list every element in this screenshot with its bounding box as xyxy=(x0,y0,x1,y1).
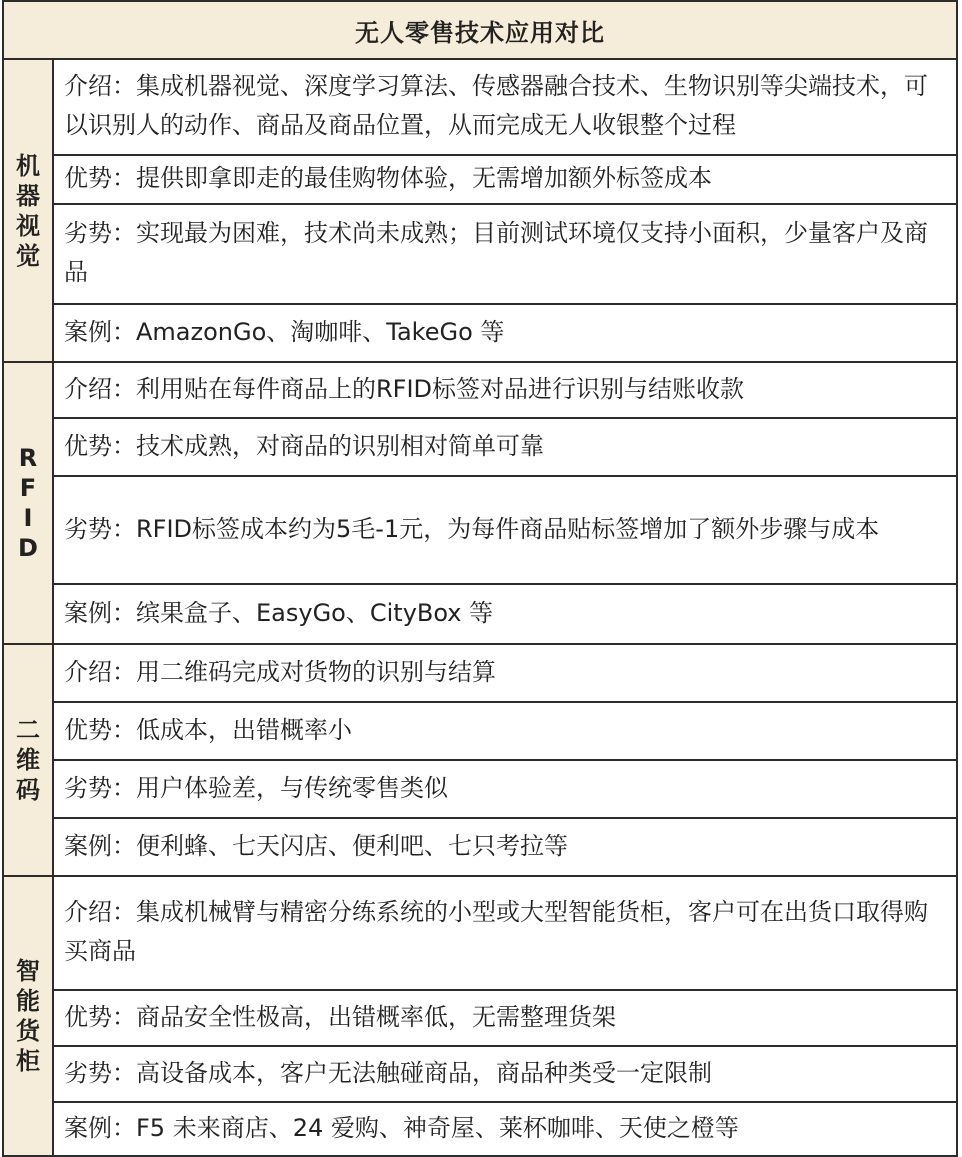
case-cell: 案例：缤果盒子、EasyGo、CityBox 等 xyxy=(53,584,957,644)
intro-cell: 介绍：利用贴在每件商品上的RFID标签对品进行识别与结账收款 xyxy=(53,362,957,418)
case-cell: 案例：F5 未来商店、24 爱购、神奇屋、莱杯咖啡、天使之橙等 xyxy=(53,1102,957,1156)
category-cell-smart-cabinet xyxy=(3,876,53,1156)
comparison-table xyxy=(2,0,958,1157)
category-cell-rfid xyxy=(3,362,53,644)
intro-cell: 介绍：集成机器视觉、深度学习算法、传感器融合技术、生物识别等尖端技术，可以识别人的动作、商品及商品位置，从而完成无人收银整个过程 xyxy=(53,59,957,155)
category-char: R xyxy=(18,444,38,472)
table-title: 无人零售技术应用对比 xyxy=(3,1,957,59)
category-cell-qr-code xyxy=(3,644,53,876)
table-row xyxy=(3,1102,957,1156)
disadvantage-cell: 劣势：用户体验差，与传统零售类似 xyxy=(53,760,957,818)
advantage-cell: 优势：低成本，出错概率小 xyxy=(53,702,957,760)
table-row xyxy=(3,418,957,476)
category-label xyxy=(4,715,52,805)
table-row xyxy=(3,990,957,1046)
table-row xyxy=(3,304,957,362)
table-row xyxy=(3,818,957,876)
case-cell: 案例：便利蜂、七天闪店、便利吧、七只考拉等 xyxy=(53,818,957,876)
category-char: 货 xyxy=(16,1017,40,1045)
category-char: 机 xyxy=(16,151,40,180)
table-row xyxy=(3,760,957,818)
table-row xyxy=(3,584,957,644)
category-char: F xyxy=(19,474,37,502)
table-row xyxy=(3,476,957,584)
category-char: 维 xyxy=(16,746,40,774)
advantage-cell: 优势：商品安全性极高，出错概率低，无需整理货架 xyxy=(53,990,957,1046)
category-char: D xyxy=(18,534,38,562)
table-row xyxy=(3,644,957,702)
advantage-cell: 优势：提供即拿即走的最佳购物体验，无需增加额外标签成本 xyxy=(53,155,957,204)
disadvantage-cell: 劣势：RFID标签成本约为5毛-1元，为每件商品贴标签增加了额外步骤与成本 xyxy=(53,476,957,584)
table-row xyxy=(3,876,957,990)
category-char: I xyxy=(23,504,33,532)
advantage-cell: 优势：技术成熟，对商品的识别相对简单可靠 xyxy=(53,418,957,476)
intro-cell: 介绍：集成机械臂与精密分练系统的小型或大型智能货柜，客户可在出货口取得购买商品 xyxy=(53,876,957,990)
table-row xyxy=(3,1046,957,1102)
table-row xyxy=(3,702,957,760)
category-label xyxy=(4,956,52,1076)
case-cell: 案例：AmazonGo、淘咖啡、TakeGo 等 xyxy=(53,304,957,362)
disadvantage-cell: 劣势：高设备成本，客户无法触碰商品，商品种类受一定限制 xyxy=(53,1046,957,1102)
table-row xyxy=(3,204,957,304)
category-char: 能 xyxy=(16,987,40,1015)
table-row xyxy=(3,155,957,204)
intro-cell: 介绍：用二维码完成对货物的识别与结算 xyxy=(53,644,957,702)
category-char: 码 xyxy=(16,776,40,804)
category-char: 器 xyxy=(16,181,40,210)
category-char: 觉 xyxy=(16,241,40,270)
disadvantage-cell: 劣势：实现最为困难，技术尚未成熟；目前测试环境仅支持小面积，少量客户及商品 xyxy=(53,204,957,304)
table-row xyxy=(3,362,957,418)
category-label xyxy=(4,443,52,563)
category-char: 智 xyxy=(16,957,40,985)
category-char: 二 xyxy=(16,716,40,744)
table-row xyxy=(3,59,957,155)
category-label xyxy=(4,151,52,271)
category-char: 视 xyxy=(16,211,40,240)
category-char: 柜 xyxy=(16,1047,40,1075)
title-row xyxy=(3,1,957,59)
category-cell-machine-vision xyxy=(3,59,53,362)
